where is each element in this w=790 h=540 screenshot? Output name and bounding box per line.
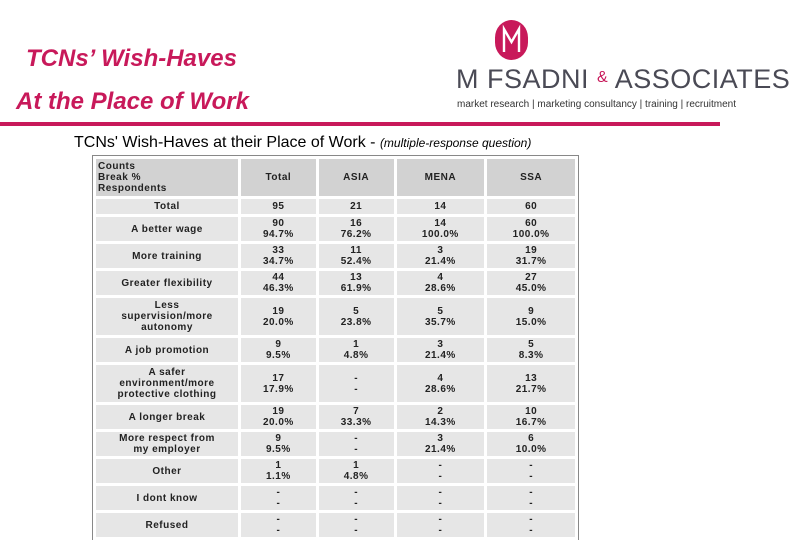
count-value: 1 xyxy=(275,460,282,471)
table-caption xyxy=(74,134,531,152)
cell-text-line: my employer xyxy=(133,444,201,455)
percent-value: 21.7% xyxy=(515,383,547,395)
cell-text-line: Respondents xyxy=(98,183,167,194)
logo-name-first: M FSADNI xyxy=(456,64,590,94)
count-value: - xyxy=(354,433,359,444)
count-value: 60 xyxy=(525,218,538,229)
row-label xyxy=(96,405,238,429)
percent-value: 28.6% xyxy=(424,383,456,395)
percent-value: - xyxy=(438,525,443,536)
percent-value: - xyxy=(276,525,281,536)
data-cell xyxy=(319,338,394,362)
title-divider xyxy=(0,122,720,126)
table-row xyxy=(96,298,575,335)
data-cell xyxy=(241,513,316,537)
data-cell xyxy=(397,217,485,241)
total-cell: 14 xyxy=(397,199,485,214)
row-label: Total xyxy=(96,199,238,214)
count-value: - xyxy=(354,487,359,498)
results-table xyxy=(93,156,578,540)
percent-value: 14.3% xyxy=(424,417,456,428)
percent-value: 33.3% xyxy=(340,417,372,428)
data-cell xyxy=(319,513,394,537)
data-cell xyxy=(487,338,575,362)
row-label xyxy=(96,365,238,402)
row-label xyxy=(96,513,238,537)
data-cell xyxy=(487,513,575,537)
data-cell xyxy=(319,298,394,335)
m-monogram-icon xyxy=(495,20,528,60)
count-value: 19 xyxy=(272,305,285,317)
percent-value: 15.0% xyxy=(515,316,547,328)
percent-value: 16.7% xyxy=(515,417,547,428)
data-cell xyxy=(241,217,316,241)
percent-value: 94.7% xyxy=(262,229,294,240)
count-value: - xyxy=(529,487,534,498)
count-value: - xyxy=(276,487,281,498)
data-cell xyxy=(487,217,575,241)
count-value: 33 xyxy=(272,245,285,256)
data-cell xyxy=(397,338,485,362)
percent-value: 61.9% xyxy=(340,283,372,294)
cell-text-line: A job promotion xyxy=(124,344,210,356)
percent-value: 34.7% xyxy=(262,256,294,267)
count-value: 6 xyxy=(528,433,535,444)
count-value: - xyxy=(354,514,359,525)
count-value: 10 xyxy=(525,406,538,417)
count-value: 1 xyxy=(353,339,360,350)
count-value: 3 xyxy=(437,339,444,350)
cell-text-line: Break % xyxy=(98,172,141,183)
data-cell xyxy=(319,244,394,268)
count-value: - xyxy=(529,460,534,471)
logo-ampersand: & xyxy=(597,69,609,86)
percent-value: 100.0% xyxy=(421,229,459,240)
company-logo-name xyxy=(456,64,790,95)
table-row xyxy=(96,244,575,268)
table-row xyxy=(96,405,575,429)
data-cell xyxy=(319,459,394,483)
data-cell xyxy=(319,271,394,295)
count-value: 19 xyxy=(525,245,538,256)
data-cell xyxy=(487,432,575,456)
percent-value: - xyxy=(276,498,281,509)
company-tagline: market research | marketing consultancy | training | recruitment xyxy=(457,99,737,110)
table-row xyxy=(96,486,575,510)
cell-text-line: Refused xyxy=(145,519,189,531)
table-row xyxy=(96,338,575,362)
data-cell xyxy=(487,271,575,295)
row-label xyxy=(96,217,238,241)
data-cell xyxy=(487,486,575,510)
data-cell xyxy=(241,244,316,268)
row-label xyxy=(96,271,238,295)
percent-value: 45.0% xyxy=(515,283,547,294)
count-value: - xyxy=(438,487,443,498)
data-cell xyxy=(397,459,485,483)
column-header: Total xyxy=(241,159,316,196)
count-value: 9 xyxy=(275,433,282,444)
cell-text-line: protective clothing xyxy=(117,389,217,400)
count-value: - xyxy=(276,514,281,525)
row-label xyxy=(96,298,238,335)
data-cell xyxy=(487,365,575,402)
percent-value: - xyxy=(529,525,534,536)
data-cell xyxy=(487,244,575,268)
data-cell xyxy=(241,459,316,483)
count-value: 14 xyxy=(434,218,447,229)
count-value: 9 xyxy=(275,339,282,350)
cell-text-line: A longer break xyxy=(128,411,206,423)
percent-value: 52.4% xyxy=(340,256,372,267)
count-value: 5 xyxy=(353,305,360,317)
table-caption-note: (multiple-response question) xyxy=(379,136,532,150)
percent-value: 4.8% xyxy=(343,471,369,482)
data-cell xyxy=(397,244,485,268)
percent-value: - xyxy=(354,498,359,509)
percent-value: 28.6% xyxy=(424,283,456,294)
row-label xyxy=(96,338,238,362)
total-cell: 95 xyxy=(241,199,316,214)
count-value: 7 xyxy=(353,406,360,417)
percent-value: 21.4% xyxy=(424,350,456,361)
data-cell xyxy=(397,405,485,429)
percent-value: - xyxy=(438,498,443,509)
percent-value: - xyxy=(438,471,443,482)
count-value: 27 xyxy=(525,272,538,283)
data-cell xyxy=(487,459,575,483)
cell-text-line: A better wage xyxy=(131,223,203,235)
count-value: - xyxy=(438,460,443,471)
percent-value: 46.3% xyxy=(262,283,294,294)
count-value: 44 xyxy=(272,272,285,283)
table-total-row xyxy=(96,199,575,214)
cell-text-line: More respect from xyxy=(119,433,215,444)
count-value: 16 xyxy=(350,218,363,229)
percent-value: 10.0% xyxy=(515,444,547,455)
percent-value: 1.1% xyxy=(265,471,291,482)
percent-value: 100.0% xyxy=(512,229,550,240)
data-cell xyxy=(397,432,485,456)
count-value: - xyxy=(529,514,534,525)
data-cell xyxy=(241,298,316,335)
cell-text-line: More training xyxy=(132,250,202,262)
cell-text-line: Counts xyxy=(98,161,136,172)
percent-value: 76.2% xyxy=(340,229,372,240)
data-cell xyxy=(241,338,316,362)
data-cell xyxy=(319,365,394,402)
percent-value: 20.0% xyxy=(262,316,294,328)
percent-value: 9.5% xyxy=(265,444,291,455)
count-value: 19 xyxy=(272,406,285,417)
table-row xyxy=(96,513,575,537)
count-value: 13 xyxy=(350,272,363,283)
company-logo-mark xyxy=(495,20,528,60)
cell-text-line: Other xyxy=(152,465,182,477)
cell-text-line: I dont know xyxy=(136,492,198,504)
data-cell xyxy=(319,486,394,510)
count-value: 90 xyxy=(272,218,285,229)
percent-value: 21.4% xyxy=(424,444,456,455)
percent-value: 9.5% xyxy=(265,350,291,361)
percent-value: 35.7% xyxy=(424,316,456,328)
percent-value: 23.8% xyxy=(340,316,372,328)
count-value: - xyxy=(438,514,443,525)
count-value: 2 xyxy=(437,406,444,417)
percent-value: 20.0% xyxy=(262,417,294,428)
count-value: - xyxy=(354,372,359,384)
count-value: 9 xyxy=(528,305,535,317)
data-cell xyxy=(397,365,485,402)
row-label xyxy=(96,244,238,268)
table-caption-main: TCNs' Wish-Haves at their Place of Work - xyxy=(74,134,380,151)
percent-value: - xyxy=(354,444,359,455)
data-cell xyxy=(319,217,394,241)
count-value: 3 xyxy=(437,433,444,444)
row-label xyxy=(96,486,238,510)
column-header: ASIA xyxy=(319,159,394,196)
data-cell xyxy=(241,271,316,295)
data-cell xyxy=(319,432,394,456)
table-header-row xyxy=(96,159,575,196)
percent-value: 21.4% xyxy=(424,256,456,267)
count-value: 1 xyxy=(353,460,360,471)
total-cell: 60 xyxy=(487,199,575,214)
cell-text-line: Greater flexibility xyxy=(121,277,213,289)
data-cell xyxy=(241,405,316,429)
cell-text-line: Less xyxy=(154,300,180,311)
data-cell xyxy=(487,298,575,335)
percent-value: - xyxy=(529,471,534,482)
column-header: SSA xyxy=(487,159,575,196)
total-cell: 21 xyxy=(319,199,394,214)
percent-value: 31.7% xyxy=(515,256,547,267)
table-row xyxy=(96,432,575,456)
count-value: 11 xyxy=(350,245,362,256)
table-row xyxy=(96,459,575,483)
cell-text-line: supervision/more xyxy=(121,311,213,322)
cell-text-line: environment/more xyxy=(119,378,215,389)
data-cell xyxy=(397,513,485,537)
count-value: 17 xyxy=(272,372,285,384)
count-value: 4 xyxy=(437,372,444,384)
percent-value: 17.9% xyxy=(262,383,294,395)
row-label xyxy=(96,459,238,483)
count-value: 13 xyxy=(525,372,538,384)
data-cell xyxy=(241,486,316,510)
count-value: 4 xyxy=(437,272,444,283)
row-label xyxy=(96,432,238,456)
percent-value: - xyxy=(354,525,359,536)
data-cell xyxy=(397,271,485,295)
count-value: 3 xyxy=(437,245,444,256)
page-title-line-2: At the Place of Work xyxy=(16,88,249,115)
percent-value: 8.3% xyxy=(518,350,544,361)
table-row xyxy=(96,217,575,241)
percent-value: - xyxy=(354,383,359,395)
count-value: 5 xyxy=(437,305,444,317)
column-header: MENA xyxy=(397,159,485,196)
data-cell xyxy=(241,432,316,456)
cell-text-line: A safer xyxy=(148,367,186,378)
data-cell xyxy=(241,365,316,402)
data-cell xyxy=(487,405,575,429)
page-title-line-1: TCNs’ Wish-Haves xyxy=(26,45,237,72)
data-cell xyxy=(319,405,394,429)
table-corner-cell xyxy=(96,159,238,196)
table-row xyxy=(96,365,575,402)
data-cell xyxy=(397,486,485,510)
percent-value: 4.8% xyxy=(343,350,369,361)
table-row xyxy=(96,271,575,295)
cell-text-line: autonomy xyxy=(141,322,193,333)
data-cell xyxy=(397,298,485,335)
logo-name-second: ASSOCIATES xyxy=(614,64,790,94)
percent-value: - xyxy=(529,498,534,509)
count-value: 5 xyxy=(528,339,535,350)
